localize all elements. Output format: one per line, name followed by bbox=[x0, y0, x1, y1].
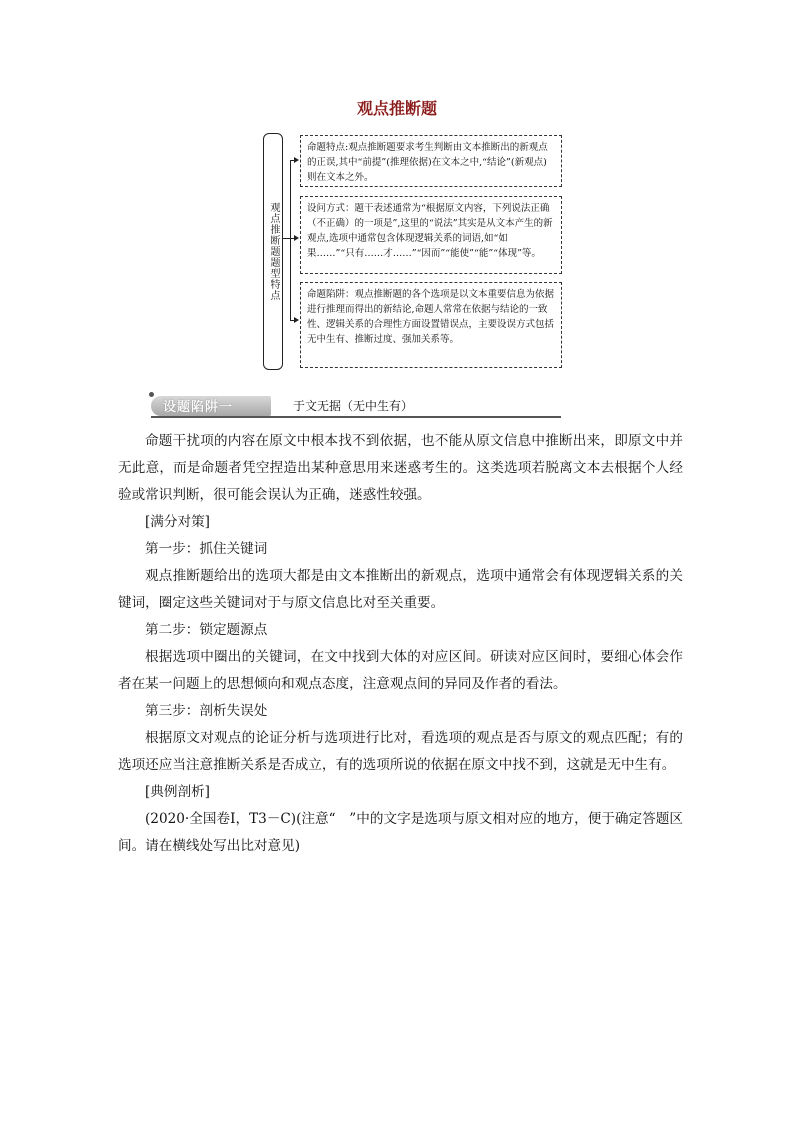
step-3-text: 根据原文对观点的论证分析与选项进行比对，看选项的观点是否与原文的观点匹配；有的选项还应当注意推断关系是否成立，有的选项所说的依据在原文中找不到，这就是无中生有。 bbox=[118, 730, 683, 773]
step-1-text: 观点推断题给出的选项大都是由文本推断出的新观点，选项中通常会有体现逻辑关系的关键词，圈定这些关键词对于与原文信息比对至关重要。 bbox=[118, 568, 683, 611]
banner-underline bbox=[151, 416, 561, 418]
arrow-icon bbox=[294, 157, 299, 163]
step-1-title: 第一步：抓住关键词 bbox=[145, 541, 268, 557]
diagram-box-question-style-text: 设问方式：题干表述通常为“根据原文内容，下列说法正确（不正确）的一项是”,这里的“说法”其实是从文本产生的新观点,选项中通常包含体现逻辑关系的词语,如“如果……”“只有……才……”“因而”“能使”“能”“体现”等。 bbox=[307, 203, 553, 259]
banner-subtitle: 于文无据（无中生有） bbox=[293, 399, 414, 413]
arrow-icon bbox=[294, 317, 299, 323]
banner-label: 设题陷阱一 bbox=[163, 400, 234, 415]
diagram-vertical-label-box bbox=[263, 133, 283, 370]
heading-example: [典例剖析] bbox=[145, 784, 210, 800]
step-3-title: 第三步：剖析失误处 bbox=[145, 703, 268, 719]
arrow-icon bbox=[294, 235, 299, 241]
connector-trunk bbox=[290, 160, 291, 320]
diagram-box-features-text: 命题特点:观点推断题要求考生判断由文本推断出的新观点的正误,其中“前提”(推理依据)在文本之中,“结论”(新观点)则在文本之外。 bbox=[307, 142, 548, 183]
example-note: (2020·全国卷Ⅰ，T3－C)(注意“ ”中的文字是选项与原文相对应的地方，便于确定答题区间。请在横线处写出比对意见) bbox=[118, 811, 683, 854]
step-2-text: 根据选项中圈出的关键词，在文中找到大体的对应区间。研读对应区间时，要细心体会作者在某一问题上的思想倾向和观点态度，注意观点间的异同及作者的看法。 bbox=[118, 649, 683, 692]
diagram-box-features bbox=[300, 135, 562, 187]
diagram-box-traps-text: 命题陷阱：观点推断题的各个选项是以文本重要信息为依据进行推理而得出的新结论,命题人常常在依据与结论的一致性、逻辑关系的合理性方面设置错误点，主要设误方式包括无中生有、推断过度、强加关系等。 bbox=[307, 289, 555, 345]
diagram-box-traps bbox=[300, 282, 562, 368]
diagram-vertical-label: 观点推断题题型特点 bbox=[268, 202, 279, 301]
paragraph-intro: 命题干扰项的内容在原文中根本找不到依据，也不能从原文信息中推断出来，即原文中并无此意，而是命题者凭空捏造出某种意思用来迷惑考生的。这类选项若脱离文本去根据个人经验或常识判断，很可能会误认为正确，迷惑性较强。 bbox=[118, 433, 683, 503]
page-title: 观点推断题 bbox=[356, 99, 437, 118]
banner-dot-icon bbox=[149, 392, 154, 397]
section-banner bbox=[145, 392, 565, 420]
connector-stem bbox=[282, 238, 290, 239]
diagram-box-question-style bbox=[300, 196, 562, 274]
heading-strategy: [满分对策] bbox=[145, 514, 210, 530]
step-2-title: 第二步：锁定题源点 bbox=[145, 622, 268, 638]
main-body bbox=[118, 428, 683, 860]
